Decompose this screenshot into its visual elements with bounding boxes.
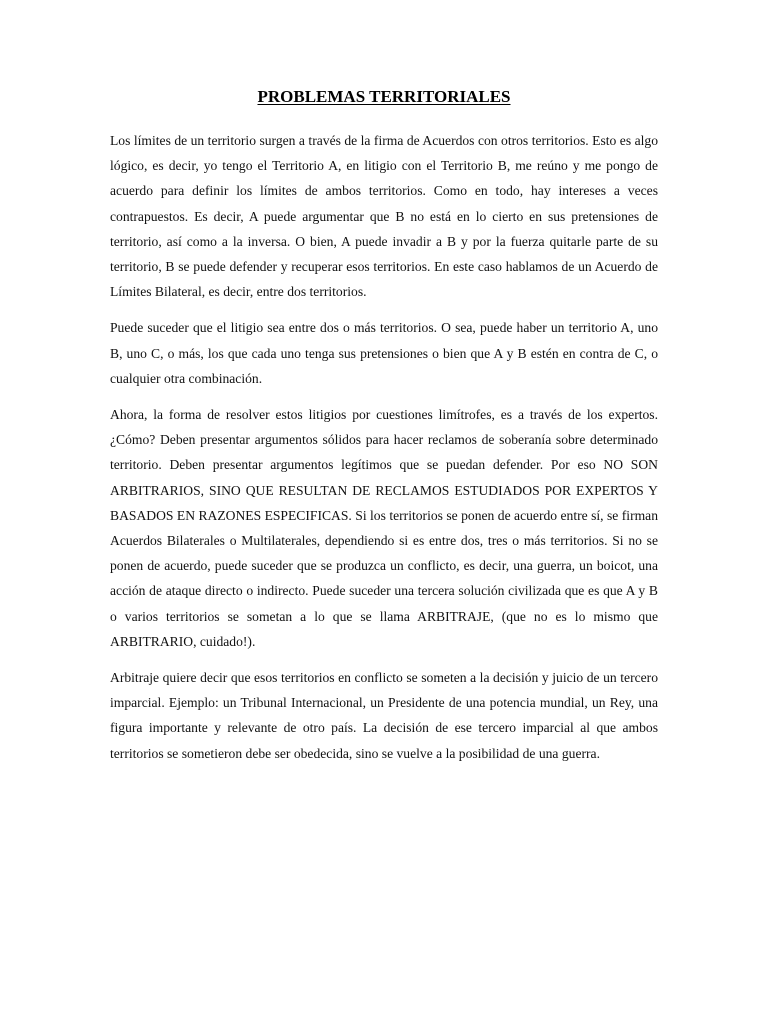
paragraph-2: Puede suceder que el litigio sea entre dos o más territorios. O sea, puede haber un territorio A, uno B, uno C, o más, los que cada uno tenga sus pretensiones o bien que A y B estén en contra de C, o cualquier otra combinación. xyxy=(110,320,658,386)
paragraph-1: Los límites de un territorio surgen a través de la firma de Acuerdos con otros territorios. Esto es algo lógico, es decir, yo tengo el Territorio A, en litigio con el Territorio B, me reúno y me pongo de acuerdo para definir los límites de ambos territorios. Como en todo, hay intereses a veces contrapuestos. Es decir, A puede argumentar que B no está en lo cierto en sus pretensiones de territorio, así como a la inversa. O bien, A puede invadir a B y por la fuerza quitarle parte de su territorio, B se puede defender y recuperar esos territorios. En este caso hablamos de un Acuerdo de Límites Bilateral, es decir, entre dos territorios. xyxy=(110,133,658,300)
paragraph-3: Ahora, la forma de resolver estos litigios por cuestiones limítrofes, es a través de los expertos. ¿Cómo? Deben presentar argumentos sólidos para hacer reclamos de soberanía sobre determinado territorio. Deben presentar argumentos legítimos que se puedan defender. Por eso NO SON ARBITRARIOS, SINO QUE RESULTAN DE RECLAMOS ESTUDIADOS POR EXPERTOS Y BASADOS EN RAZONES ESPECIFICAS. Si los territorios se ponen de acuerdo entre sí, se firman Acuerdos Bilaterales o Multilaterales, dependiendo si es entre dos, tres o más territorios. Si no se ponen de acuerdo, puede suceder que se produzca un conflicto, es decir, una guerra, un boicot, una acción de ataque directo o indirecto. Puede suceder una tercera solución civilizada que es que A y B o varios territorios se sometan a lo que se llama ARBITRAJE, (que no es lo mismo que ARBITRARIO, cuidado!). xyxy=(110,407,658,649)
document-body xyxy=(110,128,658,777)
paragraph-4: Arbitraje quiere decir que esos territorios en conflicto se someten a la decisión y juicio de un tercero imparcial. Ejemplo: un Tribunal Internacional, un Presidente de una potencia mundial, un Rey, una figura importante y relevante de otro país. La decisión de ese tercero imparcial al que ambos territorios se sometieron debe ser obedecida, sino se vuelve a la posibilidad de una guerra. xyxy=(110,670,658,761)
document-title: PROBLEMAS TERRITORIALES xyxy=(257,87,511,106)
